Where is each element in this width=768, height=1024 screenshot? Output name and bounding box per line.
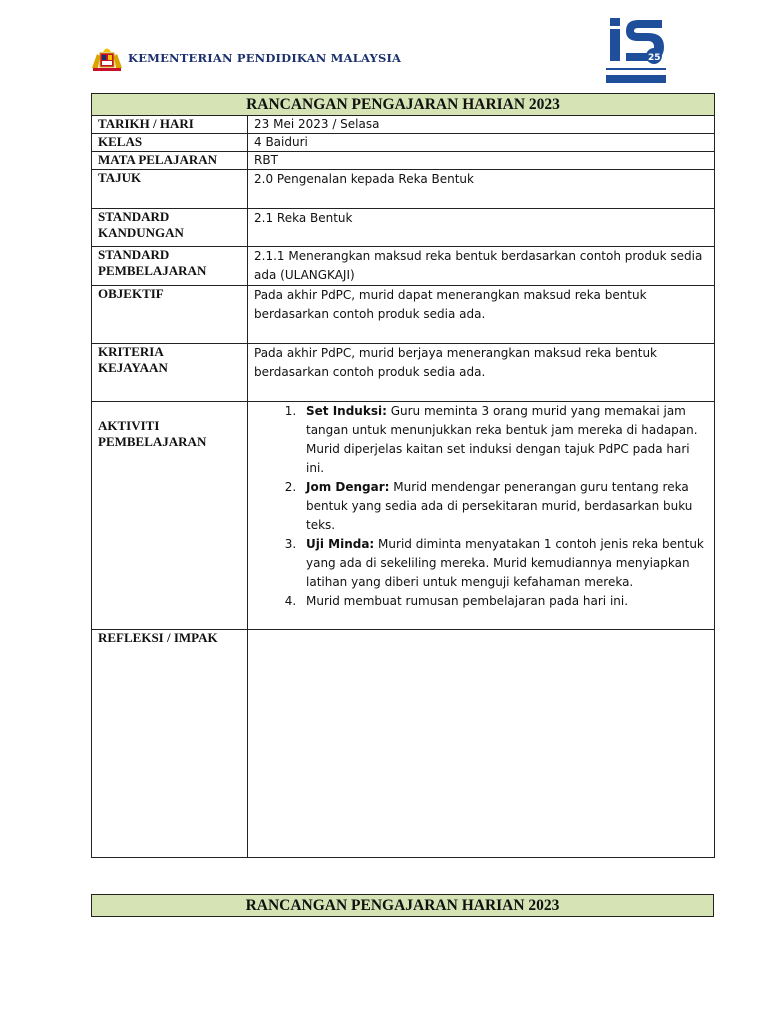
value-aktiviti-pembelajaran — [248, 402, 715, 630]
lesson-plan-table-2 — [91, 894, 714, 917]
label-ap-line2: PEMBELAJARAN — [98, 434, 207, 449]
activity-item — [300, 592, 708, 611]
label-kk-line2: KEJAYAAN — [98, 360, 168, 375]
label-aktiviti-pembelajaran — [92, 402, 248, 630]
malaysia-crest-icon — [90, 44, 124, 74]
label-sk-line1: STANDARD — [98, 209, 170, 224]
label-sp-line2: PEMBELAJARAN — [98, 263, 207, 278]
value-standard-kandungan: 2.1 Reka Bentuk — [248, 209, 715, 247]
plan2-title: RANCANGAN PENGAJARAN HARIAN 2023 — [92, 895, 714, 917]
label-refleksi: REFLEKSI / IMPAK — [92, 630, 248, 858]
label-kk-line1: KRITERIA — [98, 344, 164, 359]
activity-item — [300, 402, 708, 478]
activity-item — [300, 478, 708, 535]
activity-item-heading: Set Induksi: — [306, 404, 387, 418]
value-mata-pelajaran: RBT — [248, 152, 715, 170]
label-mata-pelajaran: MATA PELAJARAN — [92, 152, 248, 170]
label-tajuk: TAJUK — [92, 170, 248, 209]
label-ap-line1: AKTIVITI — [98, 418, 160, 433]
label-objektif: OBJEKTIF — [92, 286, 248, 344]
plan-title: RANCANGAN PENGAJARAN HARIAN 2023 — [92, 94, 715, 116]
activity-item-heading: Jom Dengar: — [306, 480, 390, 494]
activity-item-heading: Uji Minda: — [306, 537, 375, 551]
value-objektif: Pada akhir PdPC, murid dapat menerangkan maksud reka bentuk berdasarkan contoh produk sedia ada. — [248, 286, 715, 344]
value-tajuk: 2.0 Pengenalan kepada Reka Bentuk — [248, 170, 715, 209]
value-refleksi — [248, 630, 715, 858]
value-kelas: 4 Baiduri — [248, 134, 715, 152]
label-kriteria-kejayaan — [92, 344, 248, 402]
activity-item-text: Murid membuat rumusan pembelajaran pada hari ini. — [306, 594, 629, 608]
page-header — [90, 40, 690, 80]
label-sk-line2: KANDUNGAN — [98, 225, 184, 240]
label-kelas: KELAS — [92, 134, 248, 152]
activity-item-text: Murid diminta menyatakan 1 contoh jenis reka bentuk yang ada di sekeliling mereka. Murid kemudiannya menyiapkan latihan yang diberi untuk menguji kefahaman mereka. — [306, 537, 704, 589]
value-kriteria-kejayaan: Pada akhir PdPC, murid berjaya menerangkan maksud reka bentuk berdasarkan contoh produk sedia ada. — [248, 344, 715, 402]
label-sp-line1: STANDARD — [98, 247, 170, 262]
ministry-name: KEMENTERIAN PENDIDIKAN MALAYSIA — [128, 51, 402, 65]
is25-logo — [604, 14, 670, 86]
activity-item-text: Murid mendengar penerangan guru tentang reka bentuk yang sedia ada di persekitaran murid, berdasarkan buku teks. — [306, 480, 693, 532]
label-standard-kandungan — [92, 209, 248, 247]
activity-item-text: Guru meminta 3 orang murid yang memakai jam tangan untuk menunjukkan reka bentuk jam mereka di hadapan. Murid diperjelas kaitan set induksi dengan tajuk PdPC pada hari ini. — [306, 404, 698, 475]
label-standard-pembelajaran — [92, 247, 248, 286]
activity-list — [254, 402, 708, 611]
label-tarikh: TARIKH / HARI — [92, 116, 248, 134]
svg-text:25: 25 — [648, 53, 661, 63]
lesson-plan-table — [91, 93, 715, 858]
activity-item — [300, 535, 708, 592]
value-standard-pembelajaran: 2.1.1 Menerangkan maksud reka bentuk berdasarkan contoh produk sedia ada (ULANGKAJI) — [248, 247, 715, 286]
value-tarikh: 23 Mei 2023 / Selasa — [248, 116, 715, 134]
